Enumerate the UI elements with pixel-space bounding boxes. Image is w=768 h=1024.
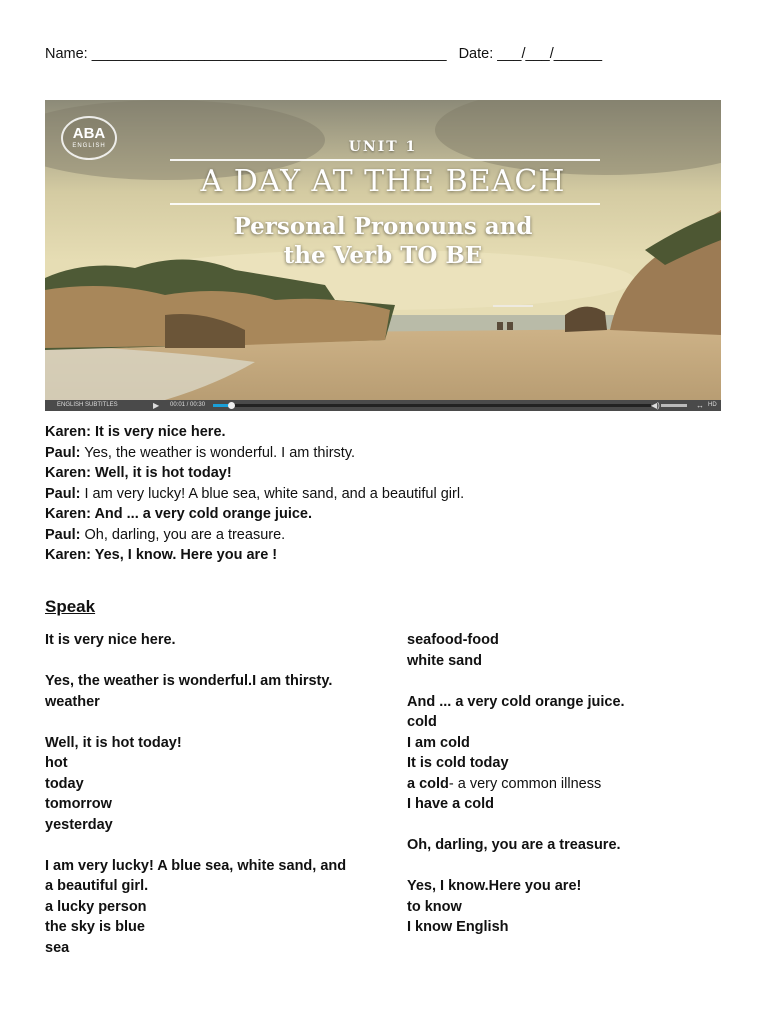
dialogue bbox=[45, 422, 464, 566]
line-text: Well, it is hot today! bbox=[94, 465, 232, 481]
spacer bbox=[407, 856, 625, 877]
speak-phrase: a beautiful girl. bbox=[45, 878, 149, 894]
speak-phrase: Well, it is hot today! bbox=[45, 734, 182, 751]
dialogue-line bbox=[45, 443, 464, 464]
speak-phrase: weather bbox=[45, 693, 100, 710]
speaker: Paul: bbox=[45, 485, 81, 502]
dialogue-line bbox=[45, 463, 464, 484]
spacer bbox=[407, 815, 625, 836]
subtitles-toggle[interactable]: ENGLISH SUBTITLES bbox=[57, 402, 118, 408]
video-subtitle bbox=[45, 212, 721, 270]
speak-phrase: I am very lucky! A blue sea, white sand, and bbox=[45, 857, 347, 874]
speaker: Paul: bbox=[45, 526, 81, 543]
spacer bbox=[45, 712, 346, 733]
video-subtitle-line2: the Verb TO BE bbox=[283, 242, 483, 269]
speak-phrase: seafood-food bbox=[407, 632, 499, 648]
dialogue-line bbox=[45, 504, 464, 525]
logo-sub: ENGLISH bbox=[72, 143, 106, 149]
speak-phrase: hot bbox=[45, 755, 68, 771]
unit-label: UNIT 1 bbox=[348, 139, 418, 155]
player-controls bbox=[45, 400, 721, 411]
dialogue-line bbox=[45, 545, 464, 566]
play-icon[interactable]: ▶ bbox=[153, 401, 160, 410]
volume-icon[interactable]: ◀) bbox=[651, 401, 660, 410]
speak-phrase: Oh, darling, you are a treasure. bbox=[407, 837, 621, 853]
title-rule-bottom bbox=[170, 203, 600, 205]
speak-heading: Speak bbox=[45, 597, 96, 616]
spacer bbox=[45, 651, 346, 672]
progress-knob[interactable] bbox=[228, 402, 235, 409]
speak-phrase: I have a cold bbox=[407, 796, 495, 812]
line-text: Yes, the weather is wonderful. I am thirsty. bbox=[84, 444, 356, 461]
quality-label[interactable]: HD bbox=[708, 402, 717, 408]
video-subtitle-line1: Personal Pronouns and bbox=[233, 213, 533, 240]
line-text: And ... a very cold orange juice. bbox=[94, 506, 313, 522]
speak-phrase: tomorrow bbox=[45, 796, 112, 812]
fullscreen-icon[interactable]: ↔ bbox=[696, 401, 704, 410]
speak-phrase: Yes, I know.Here you are! bbox=[407, 878, 582, 894]
video-title: A DAY AT THE BEACH bbox=[200, 164, 566, 199]
dialogue-line bbox=[45, 525, 464, 546]
line-text: Yes, I know. Here you are ! bbox=[94, 547, 278, 563]
speak-phrase: It is cold today bbox=[407, 755, 509, 771]
header-line bbox=[45, 46, 602, 62]
time-display: 00:01 / 00:30 bbox=[170, 402, 206, 408]
name-label: Name: bbox=[45, 46, 88, 62]
progress-bar[interactable] bbox=[213, 404, 651, 407]
speak-phrase bbox=[407, 774, 625, 795]
volume-slider[interactable] bbox=[661, 404, 687, 407]
speak-phrase: sea bbox=[45, 939, 70, 956]
speak-left-column bbox=[45, 630, 346, 958]
name-blank[interactable]: ____________________________________________ bbox=[91, 46, 447, 62]
speak-phrase: white sand bbox=[407, 652, 482, 669]
line-text: I am very lucky! A blue sea, white sand, and a beautiful girl. bbox=[84, 485, 465, 502]
speaker: Paul: bbox=[45, 444, 81, 461]
speaker: Karen: bbox=[45, 547, 91, 563]
speak-phrase: It is very nice here. bbox=[45, 632, 176, 648]
dialogue-line bbox=[45, 484, 464, 505]
line-text: Oh, darling, you are a treasure. bbox=[84, 526, 286, 543]
speak-phrase: a lucky person bbox=[45, 898, 147, 915]
speak-phrase: I know English bbox=[407, 919, 509, 935]
speak-term: a cold bbox=[407, 775, 449, 792]
speak-phrase: cold bbox=[407, 714, 437, 730]
video-frame[interactable] bbox=[45, 100, 721, 411]
speak-phrase: today bbox=[45, 775, 84, 792]
date-blank[interactable]: ___/___/______ bbox=[497, 46, 603, 62]
speaker: Karen: bbox=[45, 465, 91, 481]
logo-text: ABA bbox=[72, 125, 106, 142]
speak-phrase: to know bbox=[407, 898, 462, 915]
speak-phrase: Yes, the weather is wonderful.I am thirsty. bbox=[45, 673, 333, 689]
speak-phrase: the sky is blue bbox=[45, 919, 145, 935]
title-rule-top bbox=[170, 159, 600, 161]
term-definition: - a very common illness bbox=[448, 775, 602, 792]
speak-phrase: And ... a very cold orange juice. bbox=[407, 693, 625, 710]
date-label: Date: bbox=[458, 46, 494, 62]
dialogue-line bbox=[45, 422, 464, 443]
line-text: It is very nice here. bbox=[94, 424, 226, 440]
speak-phrase: I am cold bbox=[407, 734, 470, 751]
spacer bbox=[45, 835, 346, 856]
speak-phrase: yesterday bbox=[45, 816, 113, 833]
speaker: Karen: bbox=[45, 506, 91, 522]
speak-right-column bbox=[407, 630, 625, 938]
spacer bbox=[407, 671, 625, 692]
speaker: Karen: bbox=[45, 424, 91, 440]
